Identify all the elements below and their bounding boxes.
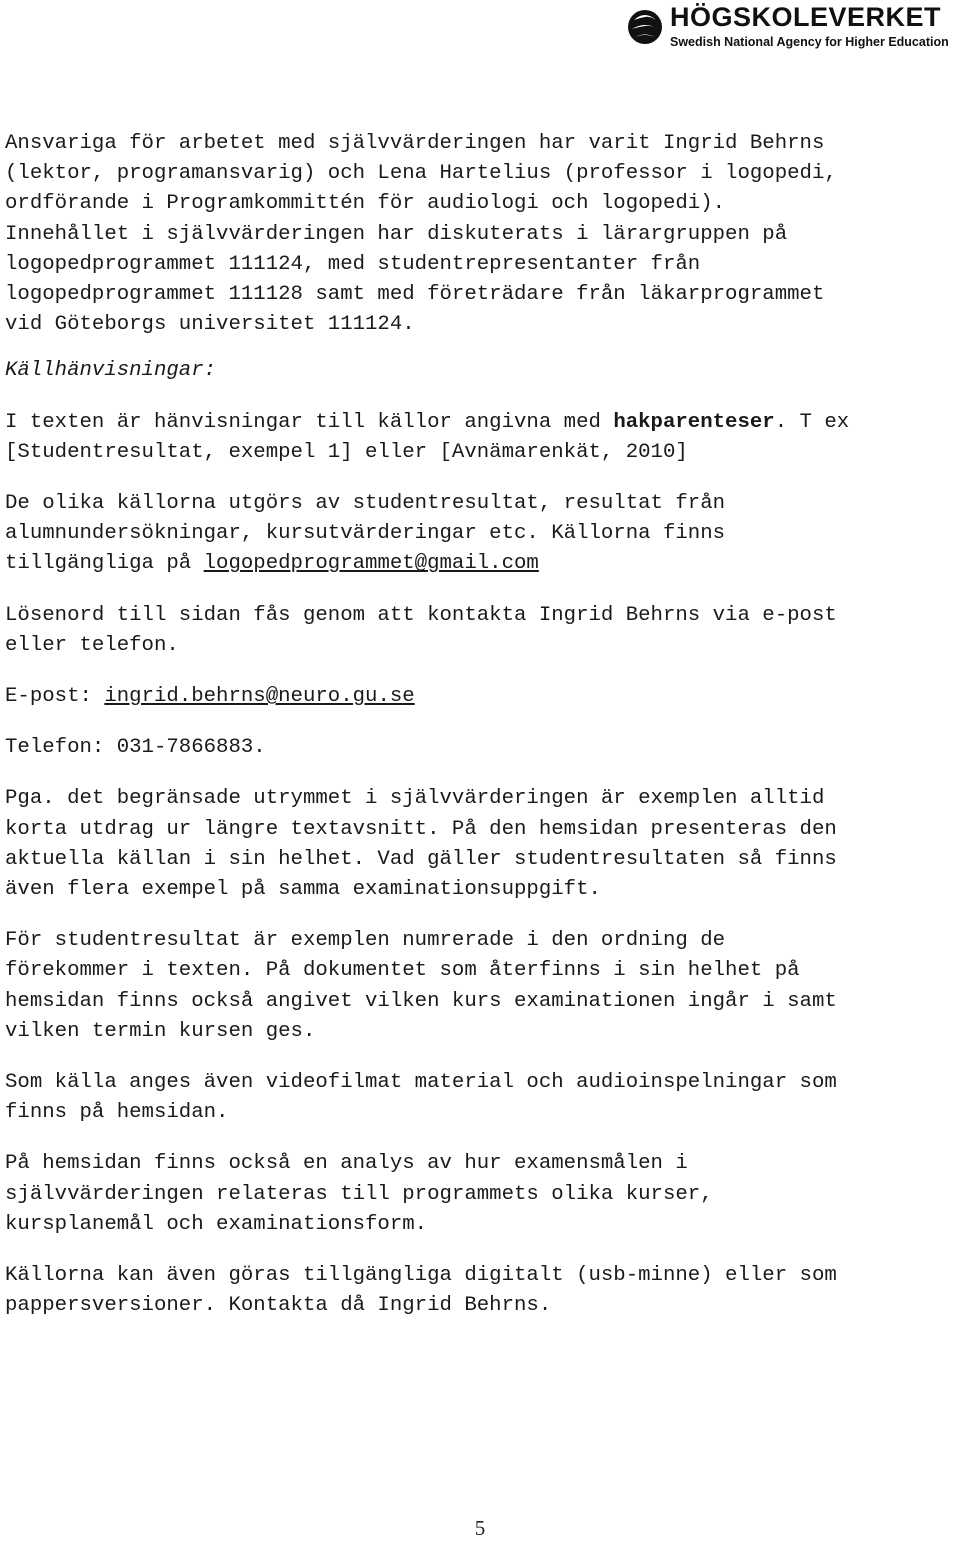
email-line: E-post: ingrid.behrns@neuro.gu.se	[5, 685, 415, 709]
analysis-paragraph	[5, 1149, 955, 1240]
text-line: alumnundersökningar, kursutvärderingar etc. Källorna finns	[5, 522, 726, 546]
text-line: Pga. det begränsade utrymmet i självvärderingen är exemplen alltid	[5, 787, 825, 811]
text-line: eller telefon.	[5, 633, 179, 657]
text-line: korta utdrag ur längre textavsnitt. På den hemsidan presenteras den	[5, 817, 837, 841]
agency-logo	[626, 2, 956, 58]
document-body	[5, 129, 955, 1343]
logo-name: HÖGSKOLEVERKET	[670, 2, 942, 32]
text-line: Innehållet i självvärderingen har diskuterats i lärargruppen på	[5, 222, 788, 246]
text-line: På hemsidan finns också en analys av hur examensmålen i	[5, 1152, 688, 1176]
text-line: vilken termin kursen ges.	[5, 1019, 316, 1043]
email-link[interactable]: ingrid.behrns@neuro.gu.se	[104, 685, 415, 709]
text-line: Som källa anges även videofilmat material och audioinspelningar som	[5, 1071, 837, 1095]
citation-paragraph: I texten är hänvisningar till källor angivna med hakparenteser. T ex [Studentresultat, exempel 1] eller [Avnämarenkät, 2010]	[5, 410, 850, 464]
gmail-link[interactable]: logopedprogrammet@gmail.com	[203, 552, 539, 576]
text-line: förekommer i texten. På dokumentet som återfinns i sin helhet på	[5, 959, 800, 983]
text-line: De olika källorna utgörs av studentresultat, resultat från	[5, 492, 726, 516]
text-line: logopedprogrammet 111128 samt med företrädare från läkarprogrammet	[5, 283, 825, 307]
numbering-paragraph	[5, 926, 955, 1047]
bold-term: hakparenteser	[613, 410, 775, 434]
sources-paragraph: De olika källorna utgörs av studentresultat, resultat från alumnundersökningar, kursutvärderingar etc. Källorna finns tillgängliga på logopedprogrammet@gmail.com	[5, 492, 726, 576]
text-line: För studentresultat är exemplen numrerade i den ordning de	[5, 929, 726, 953]
intro-paragraph	[5, 129, 955, 340]
media-paragraph	[5, 1068, 955, 1128]
text-line: Ansvariga för arbetet med självvärderingen har varit Ingrid Behrns	[5, 132, 825, 155]
text-line: Lösenord till sidan fås genom att kontakta Ingrid Behrns via e-post	[5, 603, 837, 627]
excerpt-paragraph	[5, 784, 955, 905]
text-line: hemsidan finns också angivet vilken kurs examinationen ingår i samt	[5, 989, 837, 1013]
page-number: 5	[474, 1516, 486, 1540]
phone-line: Telefon: 031-7866883.	[5, 736, 266, 760]
text-line: Källorna kan även göras tillgängliga digitalt (usb-minne) eller som	[5, 1264, 837, 1288]
text-line: aktuella källan i sin helhet. Vad gäller studentresultaten så finns	[5, 847, 837, 871]
text-line: vid Göteborgs universitet 111124.	[5, 313, 415, 337]
availability-paragraph	[5, 1261, 955, 1321]
text-line: (lektor, programansvarig) och Lena Hartelius (professor i logopedi,	[5, 162, 837, 186]
logo-subtitle: Swedish National Agency for Higher Education	[670, 35, 949, 49]
logo-emblem-icon	[626, 2, 666, 54]
text-line: logopedprogrammet 111124, med studentrepresentanter från	[5, 252, 701, 276]
text-line: kursplanemål och examinationsform.	[5, 1212, 428, 1236]
text-line: finns på hemsidan.	[5, 1101, 229, 1125]
text-line: ordförande i Programkommittén för audiologi och logopedi).	[5, 192, 726, 216]
text-line: pappersversioner. Kontakta då Ingrid Behrns.	[5, 1294, 552, 1318]
text-line: självvärderingen relateras till programmets olika kurser,	[5, 1182, 713, 1206]
password-paragraph	[5, 601, 955, 661]
sources-heading: Källhänvisningar:	[5, 359, 217, 383]
text-line: [Studentresultat, exempel 1] eller [Avnämarenkät, 2010]	[5, 440, 688, 464]
text-line: även flera exempel på samma examinationsuppgift.	[5, 878, 601, 902]
